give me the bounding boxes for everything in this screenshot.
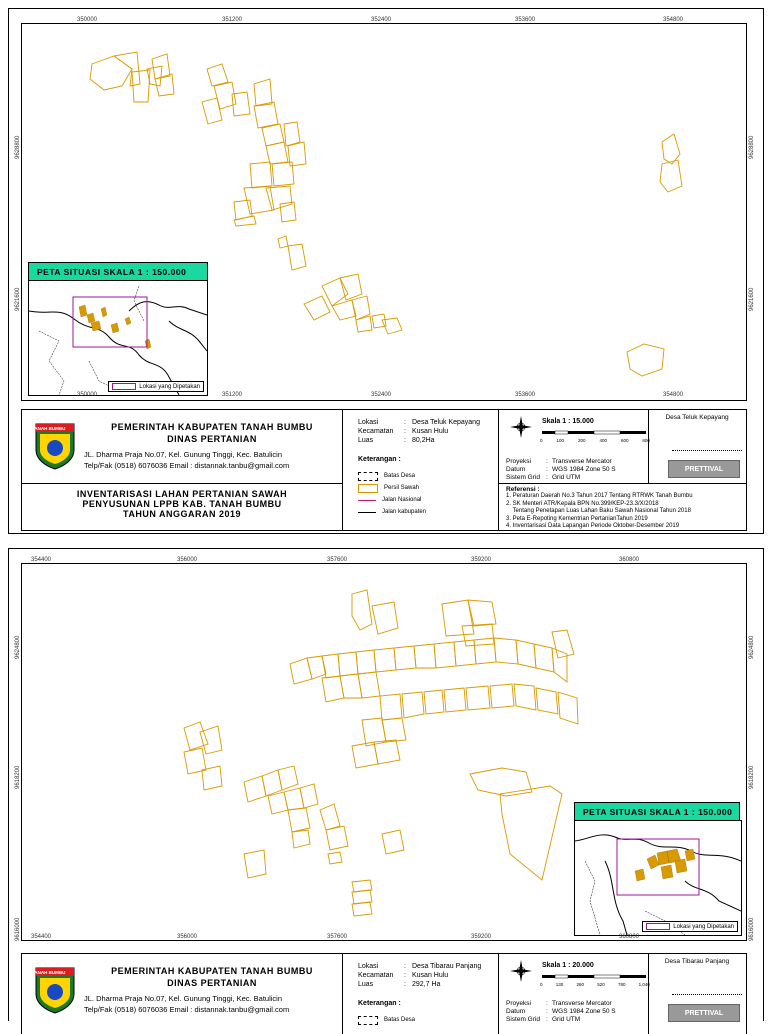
scale-tick: 260 [576,982,584,987]
field-key: Lokasi [358,963,379,970]
legend-label: Persil Sawah [384,485,420,491]
coord-top: 353600 [515,17,536,23]
coord-bottom: 360800 [619,934,640,940]
coord-top: 356000 [177,557,198,563]
parcel-symbol [358,484,378,493]
location-info [342,954,499,1034]
scale-label: Skala 1 : 15.000 [542,418,594,425]
scale-tick: 400 [599,438,607,443]
coord-bottom: 350000 [77,392,98,398]
scale-bar [542,974,646,980]
gov-name: PEMERINTAH KABUPATEN TANAH BUMBU [111,422,313,432]
logo-caption: TANAH BUMBU [32,426,66,431]
coord-top: 359200 [471,557,492,563]
field-key: Kecamatan [358,972,394,979]
coord-bottom: 354800 [663,392,684,398]
signature-line [672,450,742,451]
village-boundary-symbol [358,1016,378,1025]
coord-left: 9628800 [15,135,21,159]
inset-title: PETA SITUASI SKALA 1 : 150.000 [574,802,740,822]
location-fields: Lokasi : Desa Teluk Kepayang Kecamatan : Kusan Hulu Luas : 80,2Ha [358,419,480,444]
legend-title: Keterangan : [358,456,401,463]
coord-right: 9621600 [749,287,755,311]
agency-address: JL. Dharma Praja No.07, Kel. Gunung Tinggi, Kec. Batulicin [84,994,283,1003]
logo-caption: TANAH BUMBU [32,970,66,975]
village-name: Desa Teluk Kepayang [665,414,729,421]
inset-legend-label: Lokasi yang Dipetakan [139,383,200,390]
proj-key: Sistem Grid [506,1016,540,1023]
inset-title: PETA SITUASI SKALA 1 : 150.000 [28,262,208,282]
legend-label: Jalan kabupaten [382,509,427,515]
proj-key: Datum [506,466,526,473]
scale-tick: 0 [540,438,543,443]
signature-line [672,994,742,995]
legend-item [358,482,426,494]
proj-value: Transverse Mercator [552,1000,612,1007]
scale-tick: 1.040 [638,982,650,987]
title-line-2: PENYUSUNAN LPPB KAB. TANAH BUMBU [82,499,282,509]
scale-tick: 200 [577,438,586,443]
field-value: Kusan Hulu [412,972,449,979]
coord-bottom: 356000 [177,934,198,940]
village-cell [648,410,746,484]
coord-bottom: 351200 [222,392,243,398]
legend-item [358,506,426,518]
coord-bottom: 357600 [327,934,348,940]
brand-logo: PRETTIVAL [668,1004,740,1022]
reference-item: 1. Peraturan Daerah No.3 Tahun 2017 Tentang RTRWK Tanah Bumbu [506,493,693,499]
projection-fields: Proyeksi : Transverse Mercator Datum : WGS 1984 Zone 50 S Sistem Grid : Grid UTM [506,1000,616,1023]
scale-ticks [540,438,650,443]
title-block-1 [21,409,747,531]
coord-top: 350000 [77,17,98,23]
field-key: Luas [358,437,374,444]
coord-top: 354400 [31,557,52,563]
proj-key: Sistem Grid [506,474,540,481]
scale-tick: 600 [620,438,629,443]
dept-name: DINAS PERTANIAN [167,434,257,444]
inset-map-drawing [29,281,207,395]
inset-legend-label: Lokasi yang Dipetakan [673,923,734,930]
title-line-3: TAHUN ANGGARAN 2019 [122,509,241,519]
agency-address: JL. Dharma Praja No.07, Kel. Gunung Tinggi, Kec. Batulicin [84,450,283,459]
agency-contact: Telp/Fak (0518) 6076036 Email : distannak.tanbu@gmail.com [84,461,290,470]
legend-item [358,1014,415,1026]
coord-top: 360800 [619,557,640,563]
field-value: Kusan Hulu [412,428,449,435]
scale-label: Skala 1 : 20.000 [542,962,594,969]
agency-header [22,954,343,1034]
field-value: 292,7 Ha [412,981,441,988]
coord-bottom: 352400 [371,392,392,398]
scale-tick: 100 [556,438,564,443]
field-key: Kecamatan [358,428,394,435]
coord-right: 9624800 [749,635,755,659]
field-value: 80,2Ha [412,437,435,444]
reference-item: 2. SK Menteri ATR/Kepala BPN No.399/KEP-23.3/X/2018 [506,500,659,507]
field-value: Desa Teluk Kepayang [412,419,480,426]
compass-icon [510,960,532,982]
scale-projection [498,410,649,484]
map-sheet-2 [8,548,764,1021]
agency-contact: Telp/Fak (0518) 6076036 Email : distannak.tanbu@gmail.com [84,1005,290,1014]
reference-item: 3. Peta E-Repoting Kementrian PertanianTahun 2019 [506,515,648,522]
coord-top: 351200 [222,17,243,23]
references [498,483,746,530]
field-value: Desa Tibarau Panjang [412,963,482,970]
proj-value: WGS 1984 Zone 50 S [552,466,616,473]
proj-key: Datum [506,1008,526,1015]
location-info [342,410,499,530]
national-road-symbol [358,500,376,501]
map-sheet-1 [8,8,764,534]
inset-map [574,820,742,936]
legend-item [358,494,426,506]
scale-tick: 0 [540,982,543,987]
scale-tick: 780 [617,982,626,987]
projection-fields: Proyeksi : Transverse Mercator Datum : WGS 1984 Zone 50 S Sistem Grid : Grid UTM [506,458,616,481]
legend-label: Batas Desa [384,473,416,479]
coord-left: 9616000 [15,917,21,941]
coord-right: 9616000 [749,917,755,941]
inset-map [28,280,208,396]
proj-value: WGS 1984 Zone 50 S [552,1008,616,1015]
legend-list [358,470,426,518]
location-fields: Lokasi : Desa Tibarau Panjang Kecamatan : Kusan Hulu Luas : 292,7 Ha [358,963,482,988]
agency-header [22,410,343,484]
inset-legend-swatch [112,383,136,390]
field-key: Luas [358,981,374,988]
coord-right: 9628800 [749,135,755,159]
gov-name: PEMERINTAH KABUPATEN TANAH BUMBU [111,966,313,976]
coord-top: 352400 [371,17,392,23]
village-boundary-symbol [358,472,378,481]
scale-projection [498,954,649,1034]
scale-bar [542,430,646,436]
coord-left: 9618200 [15,765,21,789]
scale-ticks [540,982,650,987]
title-block-2 [21,953,747,1034]
coord-bottom: 353600 [515,392,536,398]
proj-value: Grid UTM [552,474,581,481]
proj-key: Proyeksi [506,458,531,465]
coord-left: 9624800 [15,635,21,659]
inset-legend [642,921,738,932]
brand-logo: PRETTIVAL [668,460,740,478]
legend-item [358,470,426,482]
scale-tick: 130 [555,982,564,987]
inset-legend-swatch [646,923,670,930]
inset-map-drawing [575,821,741,935]
inset-legend [108,381,204,392]
proj-value: Transverse Mercator [552,458,612,465]
dept-name: DINAS PERTANIAN [167,978,257,988]
regency-road-symbol [358,512,376,513]
reference-item: Tentang Penetapan Luas Lahan Baku Sawah Nasional Tahun 2018 [506,508,691,514]
legend-label: Jalan Nasional [382,497,422,503]
proj-value: Grid UTM [552,1016,581,1023]
village-cell [648,954,746,1034]
coord-top: 354800 [663,17,684,23]
compass-icon [510,416,532,438]
coord-bottom: 354400 [31,934,52,940]
coord-bottom: 359200 [471,934,492,940]
scale-tick: 800 [642,438,650,443]
map-frame-1 [21,23,747,401]
reference-list [506,493,746,531]
coord-top: 357600 [327,557,348,563]
reference-item: 4. Inventarisasi Data Lapangan Periode Oktober-Desember 2019 [506,523,680,529]
field-key: Lokasi [358,419,379,426]
coord-right: 9618200 [749,765,755,789]
scale-tick: 520 [597,982,605,987]
title-line-1: INVENTARISASI LAHAN PERTANIAN SAWAH [76,489,288,499]
legend-label: Batas Desa [384,1017,416,1023]
legend-title: Keterangan : [358,1000,401,1007]
map-frame-2 [21,563,747,941]
coord-left: 9621600 [15,287,21,311]
proj-key: Proyeksi [506,1000,531,1007]
references-title: Referensi : [506,486,540,493]
map-title [22,483,343,530]
village-name: Desa Tibarau Panjang [664,958,730,965]
